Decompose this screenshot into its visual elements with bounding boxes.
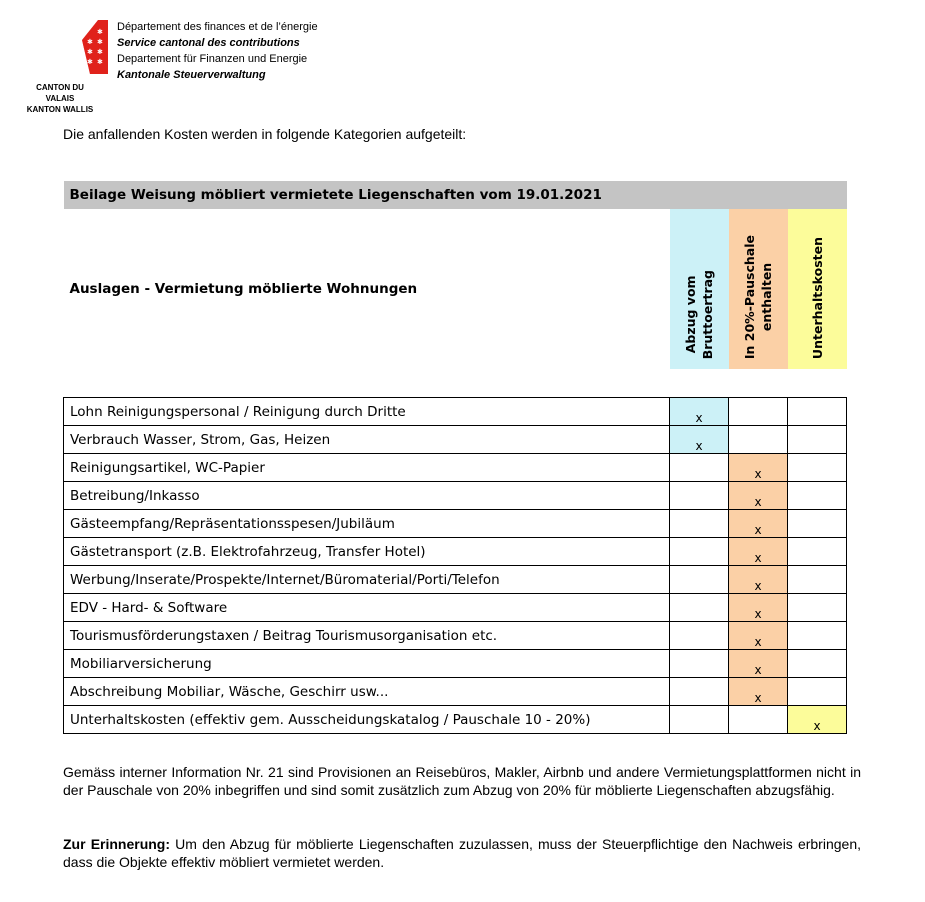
row-label: Mobiliarversicherung — [64, 650, 670, 678]
mark-cell — [670, 650, 729, 678]
mark-cell — [670, 566, 729, 594]
mark-cell — [729, 426, 788, 454]
intro-text: Die anfallenden Kosten werden in folgende Kategorien aufgeteilt: — [63, 126, 467, 142]
row-label: Verbrauch Wasser, Strom, Gas, Heizen — [64, 426, 670, 454]
department-line: Département des finances et de l’énergie — [117, 21, 318, 33]
mark-cell: x — [670, 426, 729, 454]
column-header-flat-rate: In 20%-Pauschale enthalten — [729, 209, 788, 369]
table-row — [64, 398, 847, 426]
table-row — [64, 566, 847, 594]
mark-cell: x — [729, 594, 788, 622]
mark-cell — [729, 706, 788, 734]
table-title: Beilage Weisung möbliert vermietete Liegenschaften vom 19.01.2021 — [64, 181, 847, 209]
mark-cell — [670, 622, 729, 650]
reminder-label: Zur Erinnerung: — [63, 836, 171, 852]
mark-cell — [788, 510, 847, 538]
svg-text:✱: ✱ — [87, 49, 93, 56]
mark-cell — [670, 510, 729, 538]
mark-cell: x — [729, 650, 788, 678]
svg-text:✱: ✱ — [97, 49, 103, 56]
table-row — [64, 538, 847, 566]
row-label: Abschreibung Mobiliar, Wäsche, Geschirr usw... — [64, 678, 670, 706]
row-label: Unterhaltskosten (effektiv gem. Ausscheidungskatalog / Pauschale 10 - 20%) — [64, 706, 670, 734]
mark-cell: x — [729, 510, 788, 538]
mark-cell — [788, 650, 847, 678]
column-header-gross-deduction: Abzug vom Bruttoertrag — [670, 209, 729, 369]
svg-text:✱: ✱ — [97, 39, 103, 46]
table-row — [64, 678, 847, 706]
table-row — [64, 622, 847, 650]
mark-cell: x — [729, 454, 788, 482]
mark-cell: x — [729, 678, 788, 706]
mark-cell — [788, 454, 847, 482]
mark-cell — [788, 482, 847, 510]
cost-category-table — [63, 181, 847, 734]
mark-cell — [670, 706, 729, 734]
canton-name-de: KANTON WALLIS — [26, 105, 94, 114]
mark-cell — [670, 482, 729, 510]
svg-text:✱: ✱ — [97, 59, 103, 66]
commission-paragraph: Gemäss interner Information Nr. 21 sind Provisionen an Reisebüros, Makler, Airbnb und andere Vermietungsplattformen nicht in der Pauschale von 20% inbegriffen und sind somit zusätzlich zum Abzug von 20% für möblierte Liegenschaften abzugsfähig. — [63, 764, 861, 798]
row-label: Betreibung/Inkasso — [64, 482, 670, 510]
mark-cell — [788, 538, 847, 566]
mark-cell — [788, 678, 847, 706]
row-label: Lohn Reinigungspersonal / Reinigung durch Dritte — [64, 398, 670, 426]
reminder-paragraph — [63, 835, 861, 871]
table-row — [64, 510, 847, 538]
mark-cell: x — [670, 398, 729, 426]
mark-cell: x — [729, 482, 788, 510]
mark-cell: x — [729, 566, 788, 594]
mark-cell — [788, 566, 847, 594]
mark-cell — [788, 426, 847, 454]
table-subtitle: Auslagen - Vermietung möblierte Wohnungen — [69, 281, 418, 297]
department-block — [117, 19, 318, 83]
mark-cell — [729, 398, 788, 426]
table-row — [64, 594, 847, 622]
reminder-text: Um den Abzug für möblierte Liegenschaften zuzulassen, muss der Steuerpflichtige den Nachweis erbringen, dass die Objekte effektiv möbliert vermietet werden. — [63, 836, 861, 870]
mark-cell: x — [788, 706, 847, 734]
table-row — [64, 454, 847, 482]
canton-name-fr: CANTON DU VALAIS — [36, 83, 84, 103]
table-row — [64, 650, 847, 678]
mark-cell — [670, 454, 729, 482]
table-row — [64, 706, 847, 734]
mark-cell — [670, 594, 729, 622]
department-line: Service cantonal des contributions — [117, 37, 300, 49]
mark-cell — [670, 678, 729, 706]
row-label: Tourismusförderungstaxen / Beitrag Tourismusorganisation etc. — [64, 622, 670, 650]
column-header-maintenance: Unterhaltskosten — [788, 209, 847, 369]
department-line: Kantonale Steuerverwaltung — [117, 69, 266, 81]
mark-cell — [788, 398, 847, 426]
department-line: Departement für Finanzen und Energie — [117, 53, 308, 65]
row-label: Gästeempfang/Repräsentationsspesen/Jubiläum — [64, 510, 670, 538]
row-label: Gästetransport (z.B. Elektrofahrzeug, Transfer Hotel) — [64, 538, 670, 566]
mark-cell — [788, 594, 847, 622]
mark-cell: x — [729, 538, 788, 566]
row-label: Werbung/Inserate/Prospekte/Internet/Büromaterial/Porti/Telefon — [64, 566, 670, 594]
table-row — [64, 426, 847, 454]
mark-cell — [788, 622, 847, 650]
svg-text:✱: ✱ — [87, 59, 93, 66]
canton-name — [24, 82, 96, 115]
table-row — [64, 482, 847, 510]
mark-cell — [670, 538, 729, 566]
mark-cell: x — [729, 622, 788, 650]
svg-text:✱: ✱ — [87, 39, 93, 46]
row-label: Reinigungsartikel, WC-Papier — [64, 454, 670, 482]
row-label: EDV - Hard- & Software — [64, 594, 670, 622]
canton-valais-coat-of-arms — [80, 18, 110, 76]
svg-text:✱: ✱ — [97, 29, 103, 36]
